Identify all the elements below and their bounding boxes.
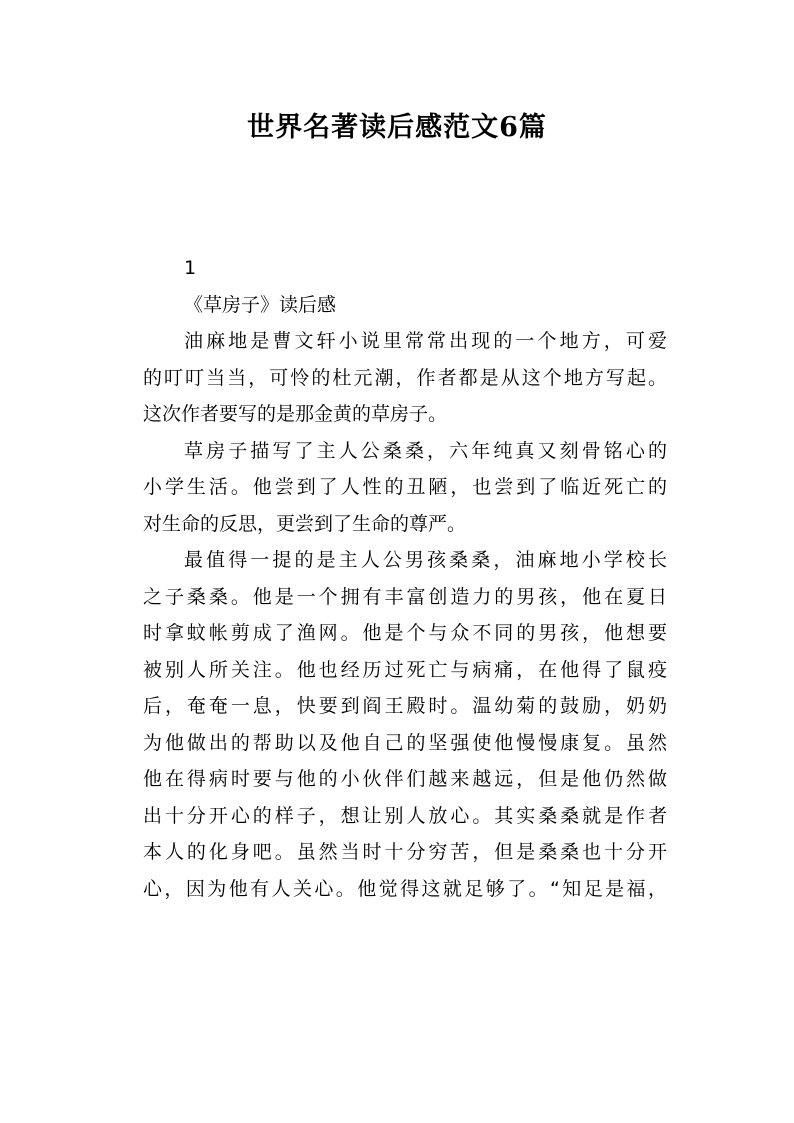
paragraph-line: 出十分开心的样子，想让别人放心。其实桑桑就是作者 (143, 804, 667, 827)
paragraph-line: 小学生活。他尝到了人性的丑陋，也尝到了临近死亡的 (143, 476, 667, 498)
paragraph-line: 油麻地是曹文轩小说里常常出现的一个地方，可爱 (184, 330, 667, 352)
paragraph-line: 之子桑桑。他是一个拥有丰富创造力的男孩，他在夏日 (143, 585, 667, 608)
section-number: 1 (184, 257, 197, 279)
paragraph-line: 后，奄奄一息，快要到阎王殿时。温幼菊的鼓励，奶奶 (143, 695, 667, 717)
document-body (143, 250, 667, 907)
section-heading: 《草房子》读后感 (184, 293, 337, 316)
paragraph-line: 时拿蚊帐剪成了渔网。他是个与众不同的男孩，他想要 (143, 622, 667, 644)
paragraph-line: 草房子描写了主人公桑桑，六年纯真又刻骨铭心的 (184, 439, 667, 462)
paragraph-line: 对生命的反思，更尝到了生命的尊严。 (143, 512, 467, 535)
paragraph-line: 他在得病时要与他的小伙伴们越来越远，但是他仍然做 (143, 768, 667, 790)
paragraph-line: 为他做出的帮助以及他自己的坚强使他慢慢康复。虽然 (143, 731, 667, 754)
paragraph-line: 的叮叮当当，可怜的杜元潮，作者都是从这个地方写起。 (143, 366, 667, 389)
document-title: 世界名著读后感范文6篇 (247, 112, 547, 143)
paragraph-line: 最值得一提的是主人公男孩桑桑，油麻地小学校长 (184, 549, 667, 571)
paragraph-line: 这次作者要写的是那金黄的草房子。 (143, 403, 448, 425)
paragraph-line: 心，因为他有人关心。他觉得这就足够了。“知足是福， (143, 877, 667, 900)
paragraph-line: 被别人所关注。他也经历过死亡与病痛，在他得了鼠疫 (143, 658, 667, 681)
paragraph-line: 本人的化身吧。虽然当时十分穷苦，但是桑桑也十分开 (143, 841, 667, 863)
